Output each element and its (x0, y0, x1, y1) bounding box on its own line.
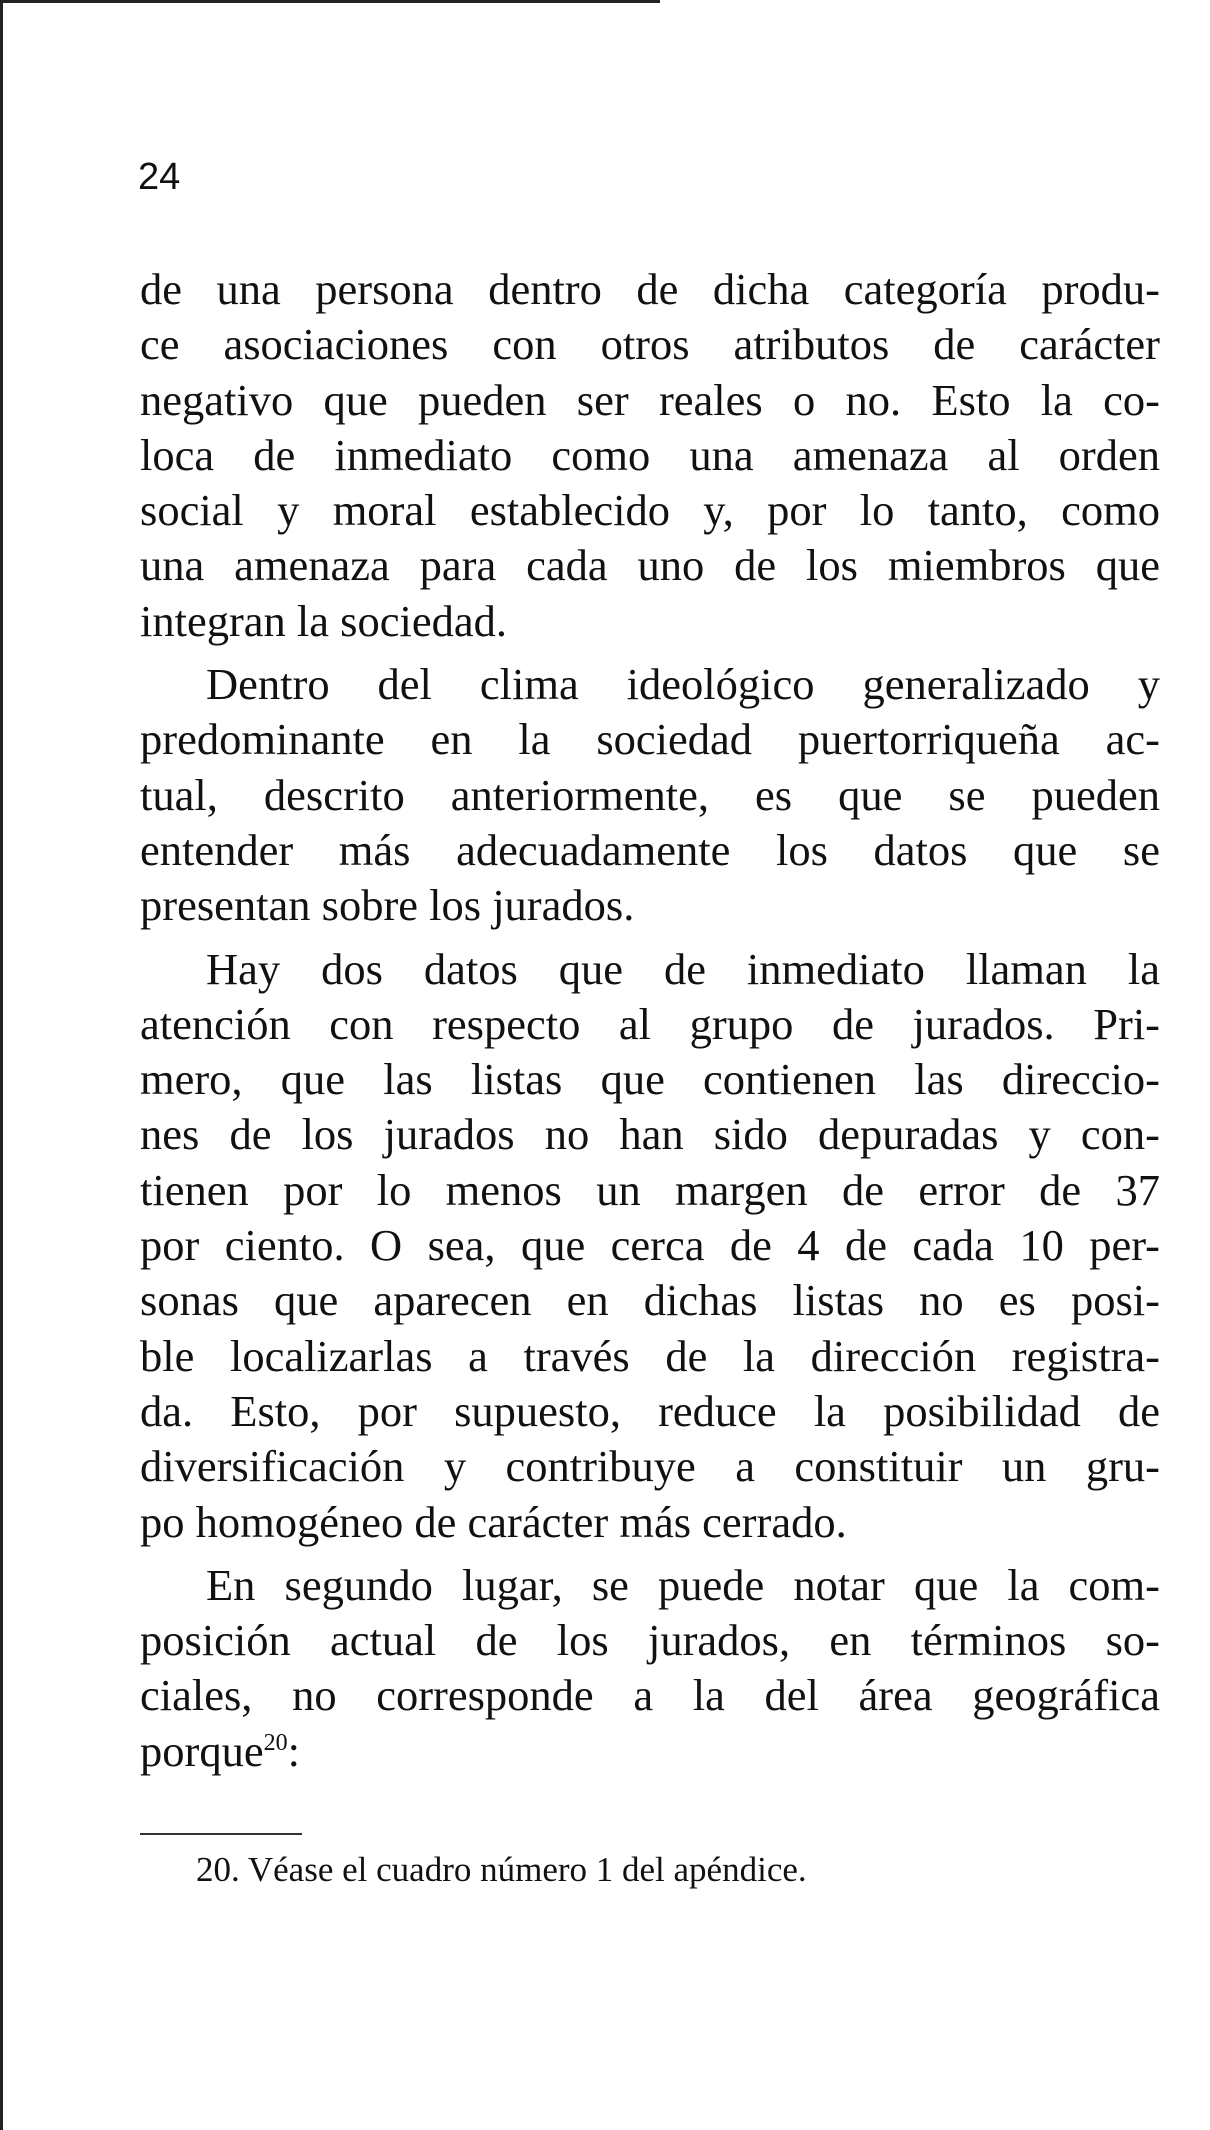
text-line: predominante en la sociedad puertorriqueña ac- (140, 714, 1160, 765)
text-line: mero, que las listas que contienen las direccio- (140, 1054, 1160, 1105)
text-line: sonas que aparecen en dichas listas no es posi- (140, 1275, 1160, 1326)
text-line: Dentro del clima ideológico generalizado y (206, 659, 1160, 710)
text-line: Hay dos datos que de inmediato llaman la (206, 943, 1160, 994)
left-edge-rule (0, 0, 3, 2130)
text-line: posición actual de los jurados, en términos so- (140, 1615, 1160, 1666)
text-line: ble localizarlas a través de la dirección registra- (140, 1330, 1160, 1381)
text-line (140, 1724, 1160, 1779)
last-line-text: porque (140, 1725, 264, 1776)
text-line: tienen por lo menos un margen de error de 37 (140, 1164, 1160, 1215)
text-line: negativo que pueden ser reales o no. Esto la co- (140, 374, 1160, 425)
text-line: por ciento. O sea, que cerca de 4 de cada 10 per- (140, 1220, 1160, 1271)
text-line: ce asociaciones con otros atributos de carácter (140, 319, 1160, 370)
text-line: loca de inmediato como una amenaza al orden (140, 429, 1160, 480)
top-edge-rule (0, 0, 660, 3)
footnote-reference: 20 (263, 1729, 288, 1756)
last-line-punctuation: : (287, 1725, 300, 1776)
text-line: atención con respecto al grupo de jurados. Pri- (140, 998, 1160, 1049)
paragraph-4 (140, 1558, 1160, 1779)
text-line: social y moral establecido y, por lo tanto, como (140, 485, 1160, 536)
text-line: diversificación y contribuye a constituir un gru- (140, 1441, 1160, 1492)
paragraph-1 (140, 262, 1160, 649)
text-line: da. Esto, por supuesto, reduce la posibilidad de (140, 1385, 1160, 1436)
body-text (140, 262, 1160, 1779)
footnote: 20. Véase el cuadro número 1 del apéndice. (196, 1850, 807, 1889)
text-line: nes de los jurados no han sido depuradas y con- (140, 1109, 1160, 1160)
page-number: 24 (138, 156, 181, 198)
text-line: presentan sobre los jurados. (140, 880, 635, 931)
paragraph-3 (140, 942, 1160, 1550)
text-line: tual, descrito anteriormente, es que se pueden (140, 769, 1160, 820)
text-line: de una persona dentro de dicha categoría produ- (140, 264, 1160, 314)
text-line: una amenaza para cada uno de los miembros que (140, 540, 1160, 591)
text-line: po homogéneo de carácter más cerrado. (140, 1496, 847, 1547)
text-line: integran la sociedad. (140, 595, 507, 646)
paragraph-2 (140, 657, 1160, 933)
text-line: entender más adecuadamente los datos que se (140, 824, 1160, 875)
text-line: En segundo lugar, se puede notar que la com- (206, 1559, 1160, 1610)
text-line: ciales, no corresponde a la del área geográfica (140, 1670, 1160, 1721)
footnote-separator (140, 1833, 302, 1835)
